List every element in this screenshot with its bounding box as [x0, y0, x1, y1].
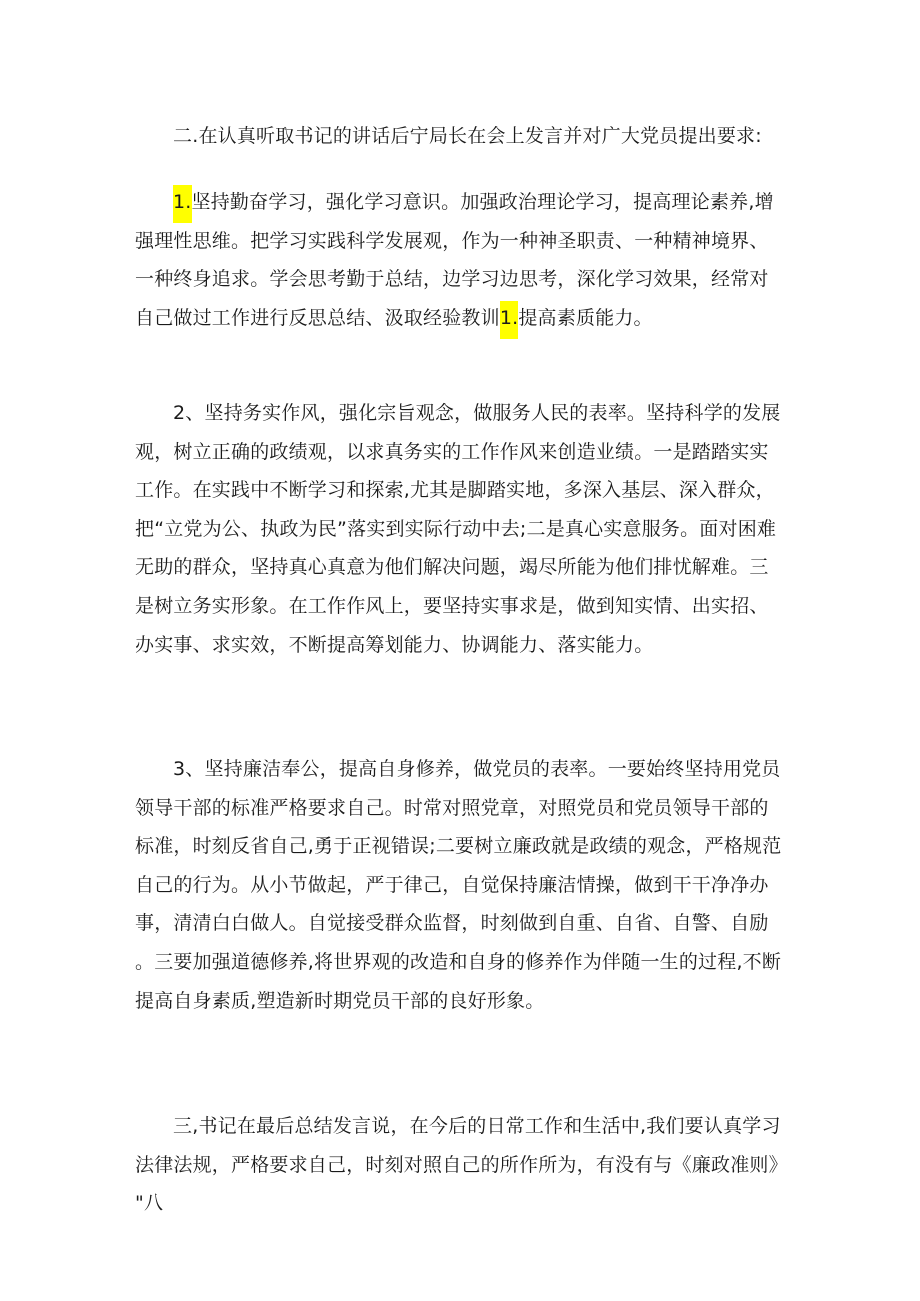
paragraph-text: 3、坚持廉洁奉公，提高自身修养，做党员的表率。一要始终坚持用党员领导干部的标准严格要求自己。时常对照党章，对照党员和党员领导干部的标准，时刻反省自己,勇于正视错误;二要树立廉政就是政绩的观念，严格规范自己的行为。从小节做起，严于律己，自觉保持廉洁情操，做到干干净净办事，清清白白做人。自觉接受群众监督，时刻做到自重、自省、自警、自励。三要加强道德修养,将世界观的改造和自身的修养作为伴随一生的过程,不断提高自身素质,塑造新时期党员干部的良好形象。 — [135, 758, 782, 1012]
paragraph-text: 提高素质能力。 — [518, 306, 653, 329]
paragraph-intro — [135, 117, 785, 156]
paragraph-text: 2、坚持务实作风，强化宗旨观念，做服务人民的表率。坚持科学的发展观，树立正确的政绩观，以求真务实的工作作风来创造业绩。一是踏踏实实工作。在实践中不断学习和探索,尤其是脚踏实地，多深入基层、深入群众，把“立党为公、执政为民”落实到实际行动中去;二是真心实意服务。面对困难无助的群众，坚持真心真意为他们解决问题，竭尽所能为他们排忧解难。三是树立务实形象。在工作作风上，要坚持实事求是，做到知实情、出实招、办实事、求实效，不断提高筹划能力、协调能力、落实能力。 — [135, 402, 781, 656]
paragraph-summary — [135, 1107, 785, 1223]
paragraph-study — [135, 183, 785, 337]
paragraph-text: 坚持勤奋学习，强化学习意识。加强政治理论学习，提高理论素养,增强理性思维。把学习实践科学发展观，作为一种神圣职责、一种精神境界、一种终身追求。学会思考勤于总结，边学习边思考，深化学习效果，经常对自己做过工作进行反思总结、汲取经验教训 — [135, 191, 774, 329]
paragraph-integrity — [135, 750, 785, 1020]
paragraph-work-style — [135, 394, 785, 664]
paragraph-text: 二.在认真听取书记的讲话后宁局长在会上发言并对广大党员提出要求: — [173, 125, 762, 147]
highlighted-list-marker: 1. — [500, 301, 519, 339]
highlighted-list-marker: 1. — [173, 185, 192, 223]
paragraph-text: 三,书记在最后总结发言说，在今后的日常工作和生活中,我们要认真学习法律法规，严格要求自己，时刻对照自己的所作所为，有没有与《廉政准则》"八 — [135, 1115, 781, 1215]
